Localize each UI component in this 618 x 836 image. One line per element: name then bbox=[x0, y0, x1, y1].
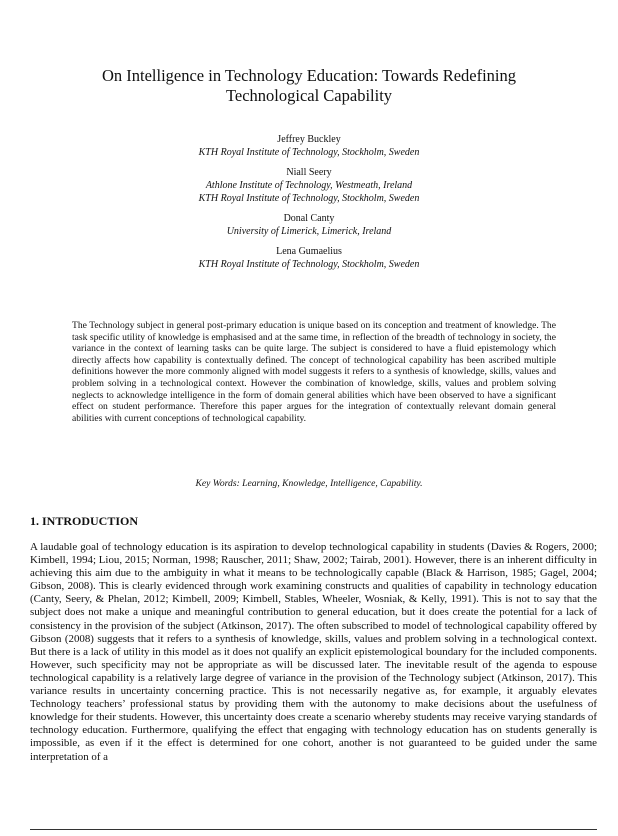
author-block bbox=[60, 166, 558, 205]
author-block bbox=[60, 245, 558, 271]
author-affiliation: KTH Royal Institute of Technology, Stockholm, Sweden bbox=[198, 193, 420, 204]
author-affiliation: KTH Royal Institute of Technology, Stockholm, Sweden bbox=[198, 259, 420, 270]
author-name: Niall Seery bbox=[286, 167, 332, 178]
author-affiliation: KTH Royal Institute of Technology, Stockholm, Sweden bbox=[198, 147, 420, 158]
paper-title bbox=[60, 66, 558, 106]
introduction-body: A laudable goal of technology education is its aspiration to develop technological capability in students (Davies & Rogers, 2000; Kimbell, 1994; Liou, 2015; Norman, 1998; Rauscher, 2011; Shaw, 2002; Tairab, 2001). However, there is an inherent difficulty in achieving this aim due to the ambiguity in what it means to be technologically capable (Black & Harrison, 1985; Gagel, 2004; Gibson, 2008). This is clearly evidenced through work examining constructs and qualities of capability in technology education (Canty, Seery, & Phelan, 2012; Kimbell, 2009; Kimbell, Stables, Wheeler, Wosniak, & Kelly, 1991). This is not to say that the subject does not make a unique and meaningful contribution to general education, but it does create the potential for a lack of consistency in the provision of the subject (Atkinson, 2017). The often subscribed to model of technological capability offered by Gibson (2008) suggests that it refers to a synthesis of knowledge, skills, values and problem solving in a technological context. But there is a lack of utility in this model as it does not qualify an explicit epistemological boundary for the included components. However, such specificity may not be appropriate as will be discussed later. The inevitable result of the agenda to espouse technological capability is a relatively large degree of variance in the provision of the Technology subject (Atkinson, 2017). This variance results in uncertainty concerning practice. This is not necessarily negative as, for example, it arguably elevates Technology teachers’ professional status by providing them with the autonomy to make decisions about the usefulness of knowledge for their students. However, this uncertainty does create a scenario whereby students may receive varying standards of technology education. Furthermore, qualifying the effect that engaging with technology education has on students generally is impossible, as even if it the effect is determined for one cohort, another is not guaranteed to be guided under the same interpretation of a bbox=[30, 541, 597, 763]
title-line-2: Technological Capability bbox=[225, 86, 393, 105]
author-name: Lena Gumaelius bbox=[276, 246, 342, 257]
section-heading-introduction: 1. INTRODUCTION bbox=[30, 514, 139, 528]
author-name: Donal Canty bbox=[283, 213, 335, 224]
abstract: The Technology subject in general post-primary education is unique based on its conception and treatment of knowledge. The task specific utility of knowledge is emphasised and at the same time, in reflection of the breadth of technology in society, the variance in the context of learning tasks can be quite large. The subject is considered to have a fluid epistemology which directly affects how capability is contextually defined. The concept of technological capability has been ascribed multiple definitions however the more commonly aligned with model suggests it refers to a synthesis of knowledge, skills, values and problem solving in a technological context. However the combination of knowledge, skills, values and problem solving neglects to acknowledge intelligence in the form of domain general abilities which have been observed to have a significant effect on student performance. Therefore this paper argues for the integration of contextually relevant domain general abilities with current conceptions of technological capability. bbox=[72, 320, 556, 424]
author-block bbox=[60, 212, 558, 238]
author-affiliation: Athlone Institute of Technology, Westmeath, Ireland bbox=[205, 180, 413, 191]
keywords: Key Words: Learning, Knowledge, Intelligence, Capability. bbox=[195, 478, 423, 489]
author-list bbox=[60, 133, 558, 278]
author-block bbox=[60, 133, 558, 159]
footer-divider bbox=[30, 829, 597, 830]
author-name: Jeffrey Buckley bbox=[277, 134, 341, 145]
title-line-1: On Intelligence in Technology Education: Towards Redefining bbox=[101, 66, 517, 85]
author-affiliation: University of Limerick, Limerick, Ireland bbox=[226, 226, 392, 237]
